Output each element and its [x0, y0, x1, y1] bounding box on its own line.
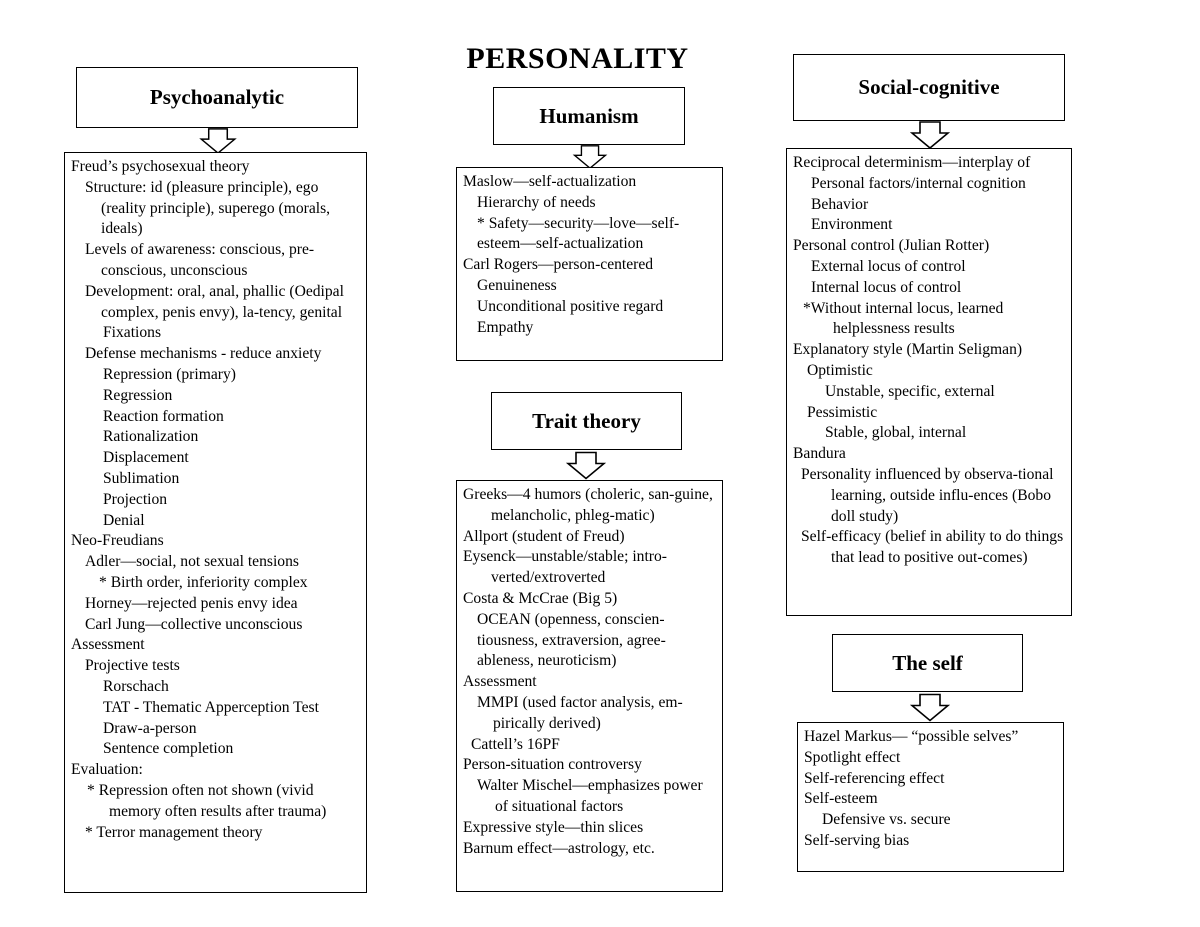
list-item: Repression (primary) — [103, 365, 236, 383]
list-item: * Safety—security—love—self-esteem—self-actualization — [477, 214, 680, 253]
list-item: Maslow—self-actualization — [463, 173, 637, 190]
social-cognitive-heading: Social-cognitive — [858, 75, 1000, 99]
list-item: Denial — [103, 511, 145, 529]
trait-heading: Trait theory — [532, 408, 641, 433]
list-item: Levels of awareness: conscious, pre-conscious, unconscious — [85, 241, 315, 279]
list-item: Optimistic — [807, 361, 873, 379]
list-item: Eysenck—unstable/stable; intro-verted/extroverted — [463, 548, 667, 587]
social-cognitive-content-box — [786, 148, 1072, 616]
list-item: Projective tests — [85, 657, 180, 675]
list-item: Displacement — [103, 449, 189, 467]
list-item: Assessment — [71, 636, 145, 654]
humanism-content-box — [456, 167, 723, 361]
list-item: Reaction formation — [103, 407, 224, 425]
list-item: Personality influenced by observa-tional learning, outside influ-ences (Bobo doll study) — [801, 465, 1054, 525]
list-item: Self-serving bias — [804, 831, 910, 849]
list-item: TAT - Thematic Apperception Test — [103, 698, 319, 716]
list-item: Rorschach — [103, 677, 169, 695]
list-item: Expressive style—thin slices — [463, 818, 644, 836]
list-item: OCEAN (openness, conscien-tiousness, extraversion, agree-ableness, neuroticism) — [477, 610, 666, 670]
list-item: Explanatory style (Martin Seligman) — [793, 341, 1023, 359]
list-item: Personal control (Julian Rotter) — [793, 237, 990, 255]
list-item: Sentence completion — [103, 740, 234, 758]
social-cognitive-heading-box — [793, 54, 1065, 121]
list-item: Fixations — [103, 324, 162, 342]
list-item: Stable, global, internal — [825, 424, 967, 442]
list-item: Behavior — [811, 195, 869, 213]
list-item: Unstable, specific, external — [825, 382, 995, 400]
self-content-box — [797, 722, 1064, 872]
down-arrow-icon — [570, 145, 610, 169]
list-item: Environment — [811, 216, 893, 234]
down-arrow-icon — [910, 121, 950, 149]
list-item: * Birth order, inferiority complex — [99, 573, 308, 591]
list-item: Neo-Freudians — [71, 532, 164, 550]
list-item: Carl Rogers—person-centered — [463, 256, 654, 274]
list-item: * Repression often not shown (vivid memory often results after trauma) — [87, 781, 327, 820]
list-item: Carl Jung—collective unconscious — [85, 615, 303, 633]
list-item: *Without internal locus, learned helplessness results — [803, 299, 1004, 338]
down-arrow-icon — [566, 450, 606, 481]
psychoanalytic-heading-box — [76, 67, 358, 128]
list-item: Bandura — [793, 445, 846, 463]
list-item: Barnum effect—astrology, etc. — [463, 839, 655, 857]
list-item: Allport (student of Freud) — [463, 527, 625, 545]
down-arrow-icon — [198, 128, 238, 154]
self-heading: The self — [892, 650, 963, 675]
page-title: PERSONALITY — [466, 42, 689, 75]
list-item: Reciprocal determinism—interplay of — [793, 154, 1031, 171]
list-item: Assessment — [463, 673, 537, 691]
list-item: Adler—social, not sexual tensions — [85, 553, 299, 571]
list-item: Self-esteem — [804, 790, 878, 808]
list-item: Genuineness — [477, 276, 557, 294]
list-item: Person-situation controversy — [463, 756, 642, 774]
list-item: Development: oral, anal, phallic (Oedipal complex, penis envy), la-tency, genital — [85, 282, 344, 321]
self-heading-box — [832, 634, 1023, 692]
list-item: * Terror management theory — [85, 823, 263, 841]
list-item: External locus of control — [811, 257, 966, 275]
list-item: Unconditional positive regard — [477, 297, 664, 315]
list-item: Hierarchy of needs — [477, 193, 596, 211]
list-item: Sublimation — [103, 469, 180, 487]
list-item: Personal factors/internal cognition — [811, 174, 1026, 192]
list-item: Self-efficacy (belief in ability to do things that lead to positive out-comes) — [801, 528, 1064, 567]
down-arrow-icon — [910, 692, 950, 723]
humanism-heading: Humanism — [539, 103, 639, 128]
trait-heading-box — [491, 392, 682, 450]
trait-content-box — [456, 480, 723, 892]
list-item: Evaluation: — [71, 761, 143, 779]
list-item: MMPI (used factor analysis, em-pirically derived) — [477, 693, 683, 732]
psychoanalytic-heading: Psychoanalytic — [149, 85, 285, 109]
list-item: Costa & McCrae (Big 5) — [463, 589, 618, 607]
list-item: Freud’s psychosexual theory — [71, 158, 250, 175]
humanism-heading-box — [493, 87, 685, 145]
list-item: Rationalization — [103, 428, 199, 446]
list-item: Horney—rejected penis envy idea — [85, 594, 298, 612]
list-item: Internal locus of control — [811, 278, 962, 296]
list-item: Empathy — [477, 318, 534, 336]
list-item: Projection — [103, 490, 168, 508]
list-item: Greeks—4 humors (choleric, san-guine, melancholic, phleg-matic) — [463, 486, 713, 524]
list-item: Hazel Markus— “possible selves” — [804, 728, 1019, 745]
list-item: Self-referencing effect — [804, 769, 945, 787]
list-item: Walter Mischel—emphasizes power of situational factors — [477, 777, 703, 815]
list-item: Spotlight effect — [804, 748, 901, 766]
list-item: Draw-a-person — [103, 719, 197, 737]
list-item: Regression — [103, 386, 173, 404]
list-item: Structure: id (pleasure principle), ego (reality principle), superego (morals, ideals) — [85, 178, 331, 238]
list-item: Defensive vs. secure — [822, 811, 951, 829]
psychoanalytic-content-box — [64, 152, 367, 893]
list-item: Defense mechanisms - reduce anxiety — [85, 345, 322, 363]
list-item: Pessimistic — [807, 403, 878, 421]
list-item: Cattell’s 16PF — [471, 735, 560, 753]
